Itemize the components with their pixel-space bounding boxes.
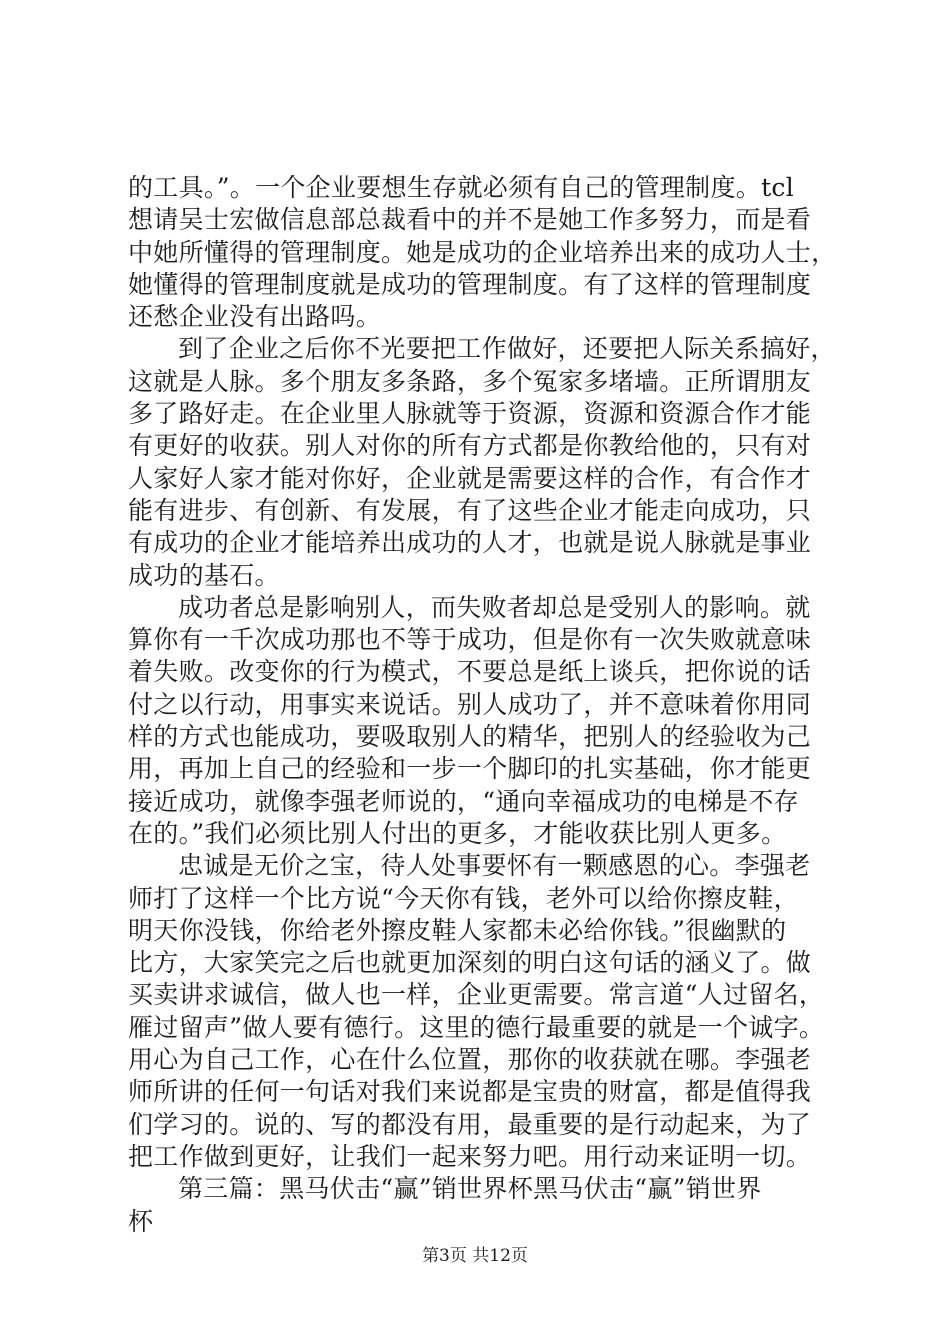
text-line: 样的方式也能成功，要吸取别人的精华，把别人的经验收为己 (128, 722, 812, 752)
text-line: 能有进步、有创新、有发展，有了这些企业才能走向成功，只 (128, 495, 812, 525)
text-line: 她懂得的管理制度就是成功的管理制度。有了这样的管理制度 (128, 269, 812, 299)
text-line: 多了路好走。在企业里人脉就等于资源，资源和资源合作才能 (128, 399, 812, 429)
text-line: 用心为自己工作，心在什么位置，那你的收获就在哪。李强老 (128, 1045, 812, 1075)
text-line: 有更好的收获。别人对你的所有方式都是你教给他的，只有对 (128, 431, 812, 461)
paragraph-first-line: 成功者总是影响别人，而失败者却总是受别人的影响。就 (178, 592, 811, 622)
text-line: 明天你没钱，你给老外擦皮鞋人家都未必给你钱。”很幽默的 (128, 915, 787, 945)
text-line: 这就是人脉。多个朋友多条路，多个冤家多堵墙。正所谓朋友 (128, 366, 812, 396)
text-line: 中她所懂得的管理制度。她是成功的企业培养出来的成功人士， (128, 237, 837, 267)
text-line: 还愁企业没有出路吗。 (128, 302, 382, 332)
text-line: 比方，大家笑完之后也就更加深刻的明白这句话的涵义了。做 (128, 948, 812, 978)
text-line: 师所讲的任何一句话对我们来说都是宝贵的财富，都是值得我 (128, 1077, 812, 1107)
text-line: 付之以行动，用事实来说话。别人成功了，并不意味着你用同 (128, 689, 812, 719)
text-line: 人家好人家才能对你好，企业就是需要这样的合作，有合作才 (128, 463, 812, 493)
text-line: 在的。”我们必须比别人付出的更多，才能收获比别人更多。 (128, 818, 787, 848)
text-line: 用，再加上自己的经验和一步一个脚印的扎实基础，你才能更 (128, 754, 812, 784)
text-line: 成功的基石。 (128, 560, 280, 590)
document-body (128, 172, 837, 1238)
text-line: 雁过留声”做人要有德行。这里的德行最重要的就是一个诚字。 (128, 1012, 825, 1042)
text-line: 有成功的企业才能培养出成功的人才，也就是说人脉就是事业 (128, 528, 812, 558)
text-line: 把工作做到更好，让我们一起来努力吧。用行动来证明一切。 (128, 1141, 812, 1171)
text-line: 师打了这样一个比方说“今天你有钱，老外可以给你擦皮鞋， (128, 883, 799, 913)
text-line: 着失败。改变你的行为模式，不要总是纸上谈兵，把你说的话 (128, 657, 812, 687)
section-heading-line: 杯 (128, 1206, 154, 1236)
text-line: 们学习的。说的、写的都没有用，最重要的是行动起来，为了 (128, 1109, 812, 1139)
text-line: 算你有一千次成功那也不等于成功，但是你有一次失败就意味 (128, 625, 812, 655)
paragraph-first-line: 到了企业之后你不光要把工作做好，还要把人际关系搞好， (178, 334, 836, 364)
paragraph-first-line: 忠诚是无价之宝，待人处事要怀有一颗感恩的心。李强老 (178, 851, 811, 881)
text-line: 接近成功，就像李强老师说的，“通向幸福成功的电梯是不存 (128, 786, 799, 816)
page-number-footer: 第3页 共12页 (422, 1246, 528, 1266)
text-line: 买卖讲求诚信，做人也一样，企业更需要。常言道“人过留名， (128, 980, 825, 1010)
text-line: 的工具。”。一个企业要想生存就必须有自己的管理制度。tcl (128, 173, 795, 202)
section-heading-line: 第三篇：黑马伏击“赢”销世界杯黑马伏击“赢”销世界 (178, 1174, 762, 1204)
text-line: 想请吴士宏做信息部总裁看中的并不是她工作多努力，而是看 (128, 205, 812, 235)
